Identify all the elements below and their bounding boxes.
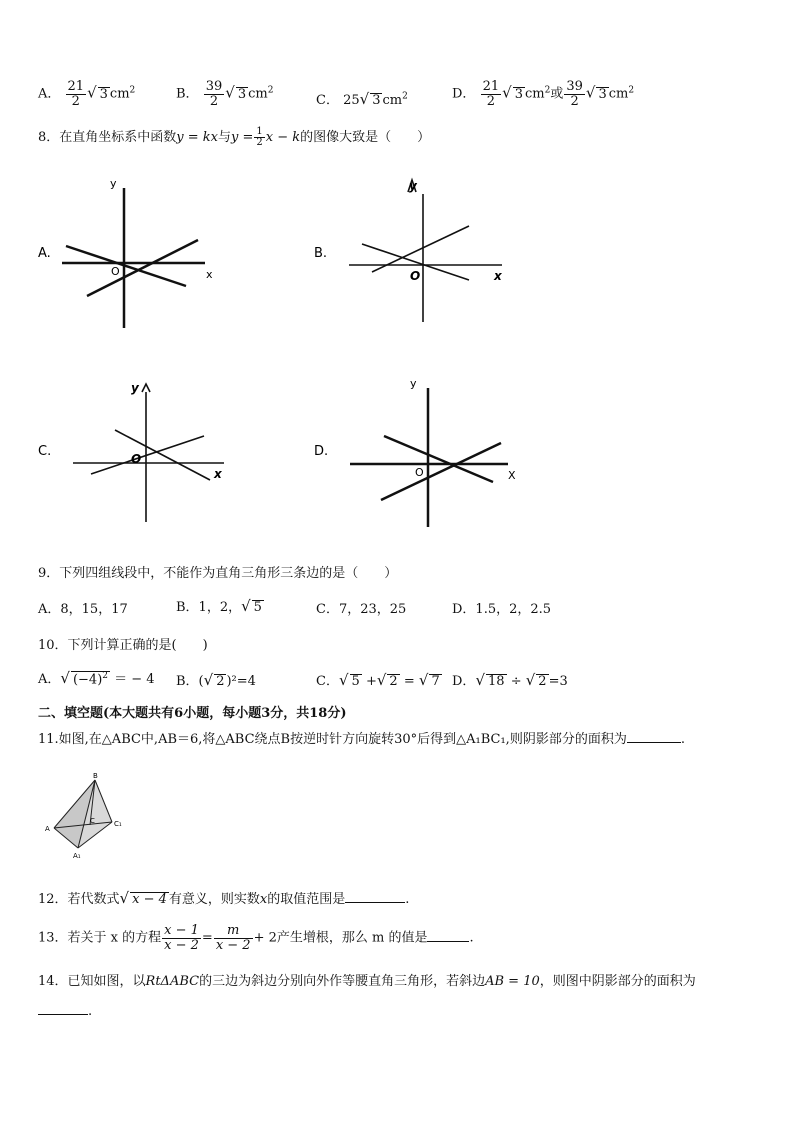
triangle-name: RtΔABC <box>145 974 200 989</box>
exponent: 2 <box>402 91 408 102</box>
radicand: 3 <box>514 86 523 102</box>
graph-d-label: D. <box>314 444 329 459</box>
denominator: 2 <box>256 137 263 148</box>
stem-text: 的三边为斜边分别向外作等腰直角三角形，若斜边 <box>199 974 486 989</box>
radical-sign: √ <box>119 889 130 907</box>
radicand: 3 <box>372 93 381 108</box>
q10-option-a <box>38 668 155 687</box>
radical-sign: √ <box>60 669 70 687</box>
answer-blank <box>345 890 405 903</box>
radical-sign: √ <box>359 90 370 108</box>
answer-blank <box>427 929 469 942</box>
unit: cm <box>382 93 403 108</box>
line-positive-slope <box>381 443 501 500</box>
radicand: 2 <box>216 674 225 689</box>
q9-option-b <box>176 596 264 615</box>
q9-stem: 9．下列四组线段中，不能作为直角三角形三条边的是（ ） <box>38 566 398 581</box>
q7-option-c <box>316 89 408 108</box>
denominator: 2 <box>209 93 219 109</box>
radical-sign: √ <box>241 597 251 615</box>
graph-a-label: A. <box>38 246 51 261</box>
operator: + <box>365 674 377 689</box>
option-letter: B．( <box>176 674 204 689</box>
origin-label: O <box>111 265 120 278</box>
radicand: 7 <box>431 674 440 689</box>
exponent: 2 <box>628 85 635 96</box>
fraction <box>254 127 264 149</box>
radical-sign: √ <box>87 83 97 102</box>
radicand: 5 <box>351 674 360 689</box>
y-label: y <box>110 177 117 190</box>
graph-d <box>350 388 508 527</box>
x-label: x <box>214 467 222 481</box>
stem-text: 产生增根，那么 m 的值是 <box>276 930 428 946</box>
q14-answer-line <box>38 1002 92 1019</box>
line-negative-slope <box>66 246 186 286</box>
q9-option-a: A．8，15，17 <box>38 602 128 617</box>
radicand: x − 4 <box>132 892 167 907</box>
q12-stem <box>38 888 409 907</box>
y-label: y <box>409 179 417 193</box>
radical-sign: √ <box>475 671 485 689</box>
q13-stem <box>38 924 474 952</box>
operator: ÷ <box>510 674 522 689</box>
x-label: X <box>508 469 516 482</box>
period: . <box>680 732 685 747</box>
option-letter: C． <box>316 93 339 108</box>
option-result: ＝ − 4 <box>114 672 155 687</box>
answer-blank <box>38 1002 88 1015</box>
denominator: 2 <box>71 93 80 109</box>
origin-label: O <box>131 452 142 466</box>
plus-term: + 2 <box>253 930 277 946</box>
y-label: y <box>410 377 417 390</box>
radicand: 5 <box>253 600 262 615</box>
radicand: 3 <box>598 86 607 102</box>
numerator: 21 <box>67 79 85 94</box>
option-letter: D． <box>452 86 476 102</box>
radicand: 2 <box>389 674 398 689</box>
fraction <box>214 924 253 952</box>
stem-text: 有意义，则实数 <box>168 892 260 907</box>
equals: = <box>403 674 415 689</box>
option-letter: D． <box>452 674 476 689</box>
coefficient: 25 <box>343 93 360 108</box>
q10-option-d <box>452 670 568 689</box>
q9-option-d: D．1.5，2，2.5 <box>452 602 552 617</box>
denominator: 2 <box>570 93 579 109</box>
stem-text: 12．若代数式 <box>38 892 120 907</box>
numerator: 39 <box>566 79 583 94</box>
fraction <box>162 924 201 952</box>
numerator: 1 <box>256 125 263 137</box>
exponent: 2 <box>267 85 274 96</box>
y-label: y <box>131 381 139 395</box>
option-text: B．1，2， <box>176 600 242 615</box>
x-label: x <box>206 268 213 281</box>
numerator: 21 <box>482 79 500 94</box>
radical-sign: √ <box>376 671 387 689</box>
radicand: 3 <box>237 86 247 102</box>
fraction <box>481 80 502 108</box>
x-label: x <box>494 269 502 283</box>
option-letter: C． <box>316 674 339 689</box>
y-arrow <box>142 384 150 392</box>
label-a: A <box>45 825 50 833</box>
fraction <box>204 80 225 108</box>
stem-text: 13．若关于 x 的方程 <box>38 930 162 946</box>
graph-c-label: C. <box>38 444 52 459</box>
exponent: 2 <box>544 85 551 96</box>
numerator: x − 1 <box>164 923 199 938</box>
q8-stem <box>38 126 430 149</box>
answer-blank <box>627 730 681 743</box>
unit: cm <box>524 86 545 102</box>
denominator: 2 <box>486 93 495 109</box>
q7-option-b <box>176 80 273 108</box>
fraction <box>564 80 585 108</box>
numerator: m <box>214 924 253 939</box>
radicand: 2 <box>538 674 547 689</box>
numerator: 39 <box>205 79 223 94</box>
line-negative-slope <box>384 436 493 482</box>
label-b: B <box>93 772 98 780</box>
q10-option-b <box>176 670 256 689</box>
option-letter: B． <box>176 86 199 102</box>
radicand: 3 <box>99 86 108 102</box>
function-1: y = kx <box>176 130 218 145</box>
origin-label: O <box>410 269 421 283</box>
option-letter: A． <box>38 86 61 102</box>
variable: x <box>259 892 268 907</box>
denominator: x − 2 <box>215 937 251 953</box>
denominator: x − 2 <box>164 937 199 953</box>
q10-option-c <box>316 670 442 689</box>
radicand <box>71 671 110 688</box>
graph-a <box>62 188 205 328</box>
label-c: C <box>90 817 95 825</box>
radicand-base: (−4) <box>72 672 103 687</box>
stem-text: 的图像大致是（ ） <box>300 130 431 145</box>
origin-label: O <box>415 466 424 479</box>
period: . <box>88 1004 93 1019</box>
option-result: )²=4 <box>226 674 256 689</box>
radical-sign: √ <box>525 671 536 689</box>
stem-text: 11.如图,在△ABC中,AB＝6,将△ABC绕点B按逆时针方向旋转30°后得到△A₁BC₁,则阴影部分的面积为 <box>38 732 627 747</box>
q10-stem: 10．下列计算正确的是( ) <box>38 638 208 653</box>
q7-option-a <box>38 80 135 108</box>
radical-sign: √ <box>418 671 429 689</box>
period: . <box>405 892 410 907</box>
period: . <box>469 930 474 946</box>
radical-sign: √ <box>585 83 596 102</box>
stem-text: 的取值范围是 <box>267 892 346 907</box>
stem-text: ，则图中阴影部分的面积为 <box>539 974 696 989</box>
unit: cm <box>608 86 629 102</box>
radical-sign: √ <box>502 83 512 102</box>
function-2-prefix: y = <box>231 130 254 145</box>
stem-text: 14．已知如图，以 <box>38 974 146 989</box>
condition: AB = 10 <box>485 974 540 989</box>
graph-c <box>73 384 224 522</box>
equals: = <box>201 930 213 946</box>
stem-text: 与 <box>218 130 232 145</box>
line-negative-slope <box>115 430 210 480</box>
label-a1: A₁ <box>73 852 81 860</box>
line-positive-slope <box>87 240 198 296</box>
label-c1: C₁ <box>114 820 122 828</box>
q11-figure <box>40 770 140 862</box>
fraction <box>66 80 87 108</box>
q8-graphs <box>0 160 793 540</box>
q14-stem <box>38 970 696 989</box>
radical-sign: √ <box>338 671 349 689</box>
unit: cm <box>109 86 130 102</box>
radicand: 18 <box>488 674 505 689</box>
graph-b-label: B. <box>314 246 328 261</box>
exponent: 2 <box>102 670 108 681</box>
q7-option-d <box>452 80 634 108</box>
q9-option-c: C．7，23，25 <box>316 602 407 617</box>
radical-sign: √ <box>225 83 235 102</box>
stem-text: 8．在直角坐标系中函数 <box>38 130 177 145</box>
option-result: =3 <box>548 674 568 689</box>
option-letter: A． <box>38 672 61 687</box>
radical-sign: √ <box>203 671 214 689</box>
function-2-suffix: x − k <box>265 130 301 145</box>
unit: cm <box>248 86 268 102</box>
exponent: 2 <box>129 85 136 96</box>
graph-b <box>349 180 502 322</box>
q11-stem <box>38 728 685 747</box>
or-word: 或 <box>550 86 564 102</box>
section-heading: 二、填空题(本大题共有6小题，每小题3分，共18分) <box>38 706 347 721</box>
